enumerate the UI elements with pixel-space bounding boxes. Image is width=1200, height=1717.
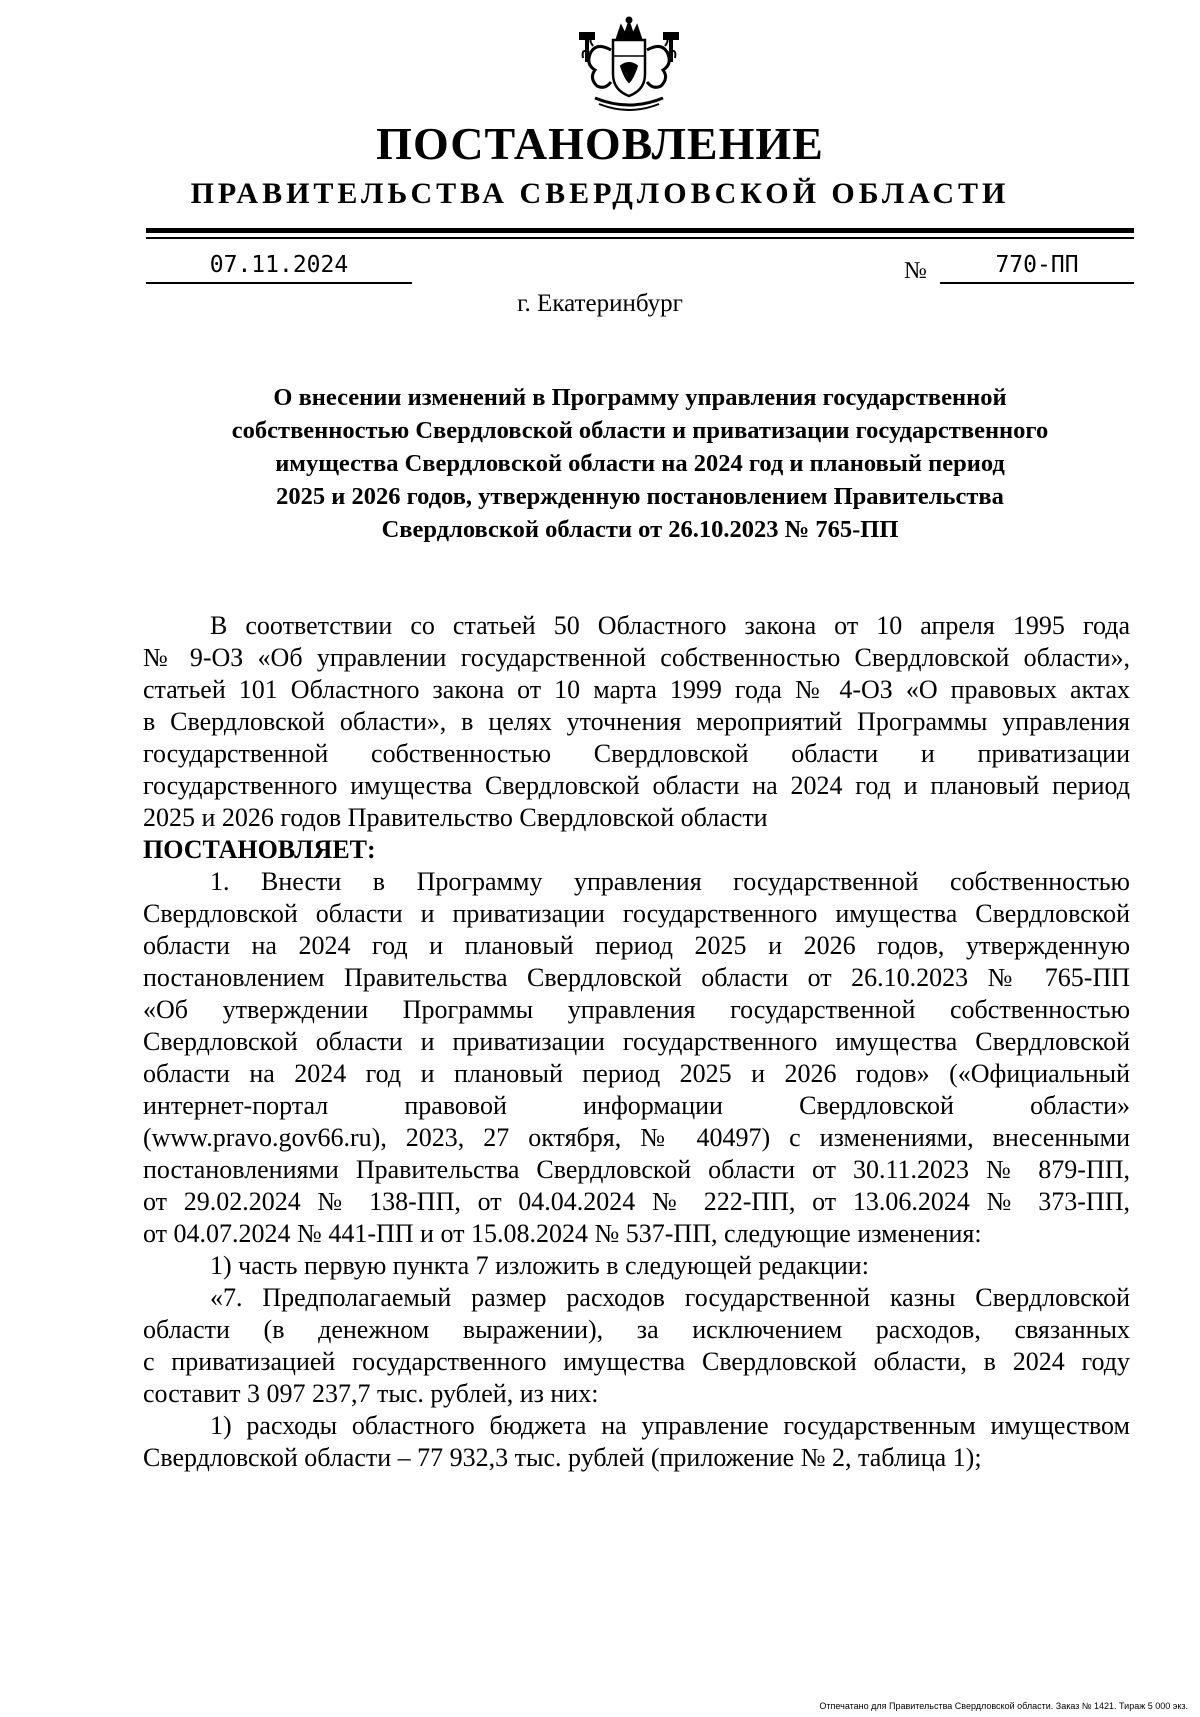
heading-line: собственностью Свердловской области и приватизации государственного [231, 417, 1049, 444]
body-line: В соответствии со статьей 50 Областного закона от 10 апреля 1995 года [210, 611, 1130, 640]
heading-line: О внесении изменений в Программу управления государственной [273, 384, 1007, 411]
body-line: от 04.07.2024 № 441-ПП и от 15.08.2024 № 537-ПП, следующие изменения: [143, 1219, 982, 1248]
heading-line: имущества Свердловской области на 2024 год и плановый период [275, 450, 1005, 477]
resolution-word: ПОСТАНОВЛЯЕТ: [143, 835, 376, 864]
body-line: области на 2024 год и плановый период 2025 и 2026 годов» («Официальный [143, 1059, 1130, 1088]
body-line: 1) расходы областного бюджета на управление государственным имуществом [210, 1411, 1130, 1440]
document-number: 770-ПП [940, 248, 1134, 284]
body-line: 2025 и 2026 годов Правительство Свердловской области [143, 803, 768, 832]
document-city: г. Екатеринбург [517, 290, 683, 317]
body-line: постановлениями Правительства Свердловской области от 30.11.2023 № 879-ПП, [143, 1155, 1130, 1184]
heading-line: Свердловской области от 26.10.2023 № 765-ПП [381, 516, 899, 543]
body-line: интернет-портал правовой информации Свердловской области» [143, 1091, 1130, 1120]
body-line: Свердловской области и приватизации государственного имущества Свердловской [143, 899, 1130, 928]
body-line: области на 2024 год и плановый период 2025 и 2026 годов, утвержденную [143, 931, 1130, 960]
body-line: «7. Предполагаемый размер расходов государственной казны Свердловской [210, 1283, 1130, 1312]
document-title: ПОСТАНОВЛЕНИЕ [376, 118, 824, 169]
body-line: 1. Внести в Программу управления государственной собственностью [210, 867, 1130, 896]
body-line: Свердловской области и приватизации государственного имущества Свердловской [143, 1027, 1130, 1056]
body-line: области (в денежном выражении), за исключением расходов, связанных [143, 1315, 1130, 1344]
coat-of-arms-icon [569, 16, 689, 116]
document-heading [150, 381, 1130, 546]
body-line: «Об утверждении Программы управления государственной собственностью [143, 995, 1130, 1024]
body-line: государственной собственностью Свердловской области и приватизации [143, 739, 1130, 768]
body-line: с приватизацией государственного имущества Свердловской области, в 2024 году [143, 1347, 1130, 1376]
body-line: статьей 101 Областного закона от 10 марта 1999 года № 4-ОЗ «О правовых актах [143, 675, 1130, 704]
body-line: (www.pravo.gov66.ru), 2023, 27 октября, № 40497) с изменениями, внесенными [143, 1123, 1130, 1152]
heading-line: 2025 и 2026 годов, утвержденную постановлением Правительства [276, 483, 1004, 510]
document-subtitle: ПРАВИТЕЛЬСТВА СВЕРДЛОВСКОЙ ОБЛАСТИ [190, 177, 1010, 210]
body-line: постановлением Правительства Свердловской области от 26.10.2023 № 765-ПП [143, 963, 1130, 992]
body-line: в Свердловской области», в целях уточнения мероприятий Программы управления [143, 707, 1130, 736]
print-footer: Отпечатано для Правительства Свердловской области. Заказ № 1421. Тираж 5 000 экз. [819, 1701, 1188, 1711]
body-line: составит 3 097 237,7 тыс. рублей, из них: [143, 1379, 599, 1408]
document-date: 07.11.2024 [146, 248, 412, 284]
body-line: от 29.02.2024 № 138-ПП, от 04.04.2024 № 222-ПП, от 13.06.2024 № 373-ПП, [143, 1187, 1130, 1216]
body-line: государственного имущества Свердловской области на 2024 год и плановый период [143, 771, 1130, 800]
body-line: № 9-ОЗ «Об управлении государственной собственностью Свердловской области», [143, 643, 1130, 672]
body-line: 1) часть первую пункта 7 изложить в следующей редакции: [210, 1251, 869, 1280]
body-line: Свердловской области – 77 932,3 тыс. рублей (приложение № 2, таблица 1); [143, 1443, 982, 1472]
header-divider-thin [146, 237, 1134, 239]
header-divider-thick [146, 228, 1134, 233]
number-sign: № [904, 258, 927, 284]
